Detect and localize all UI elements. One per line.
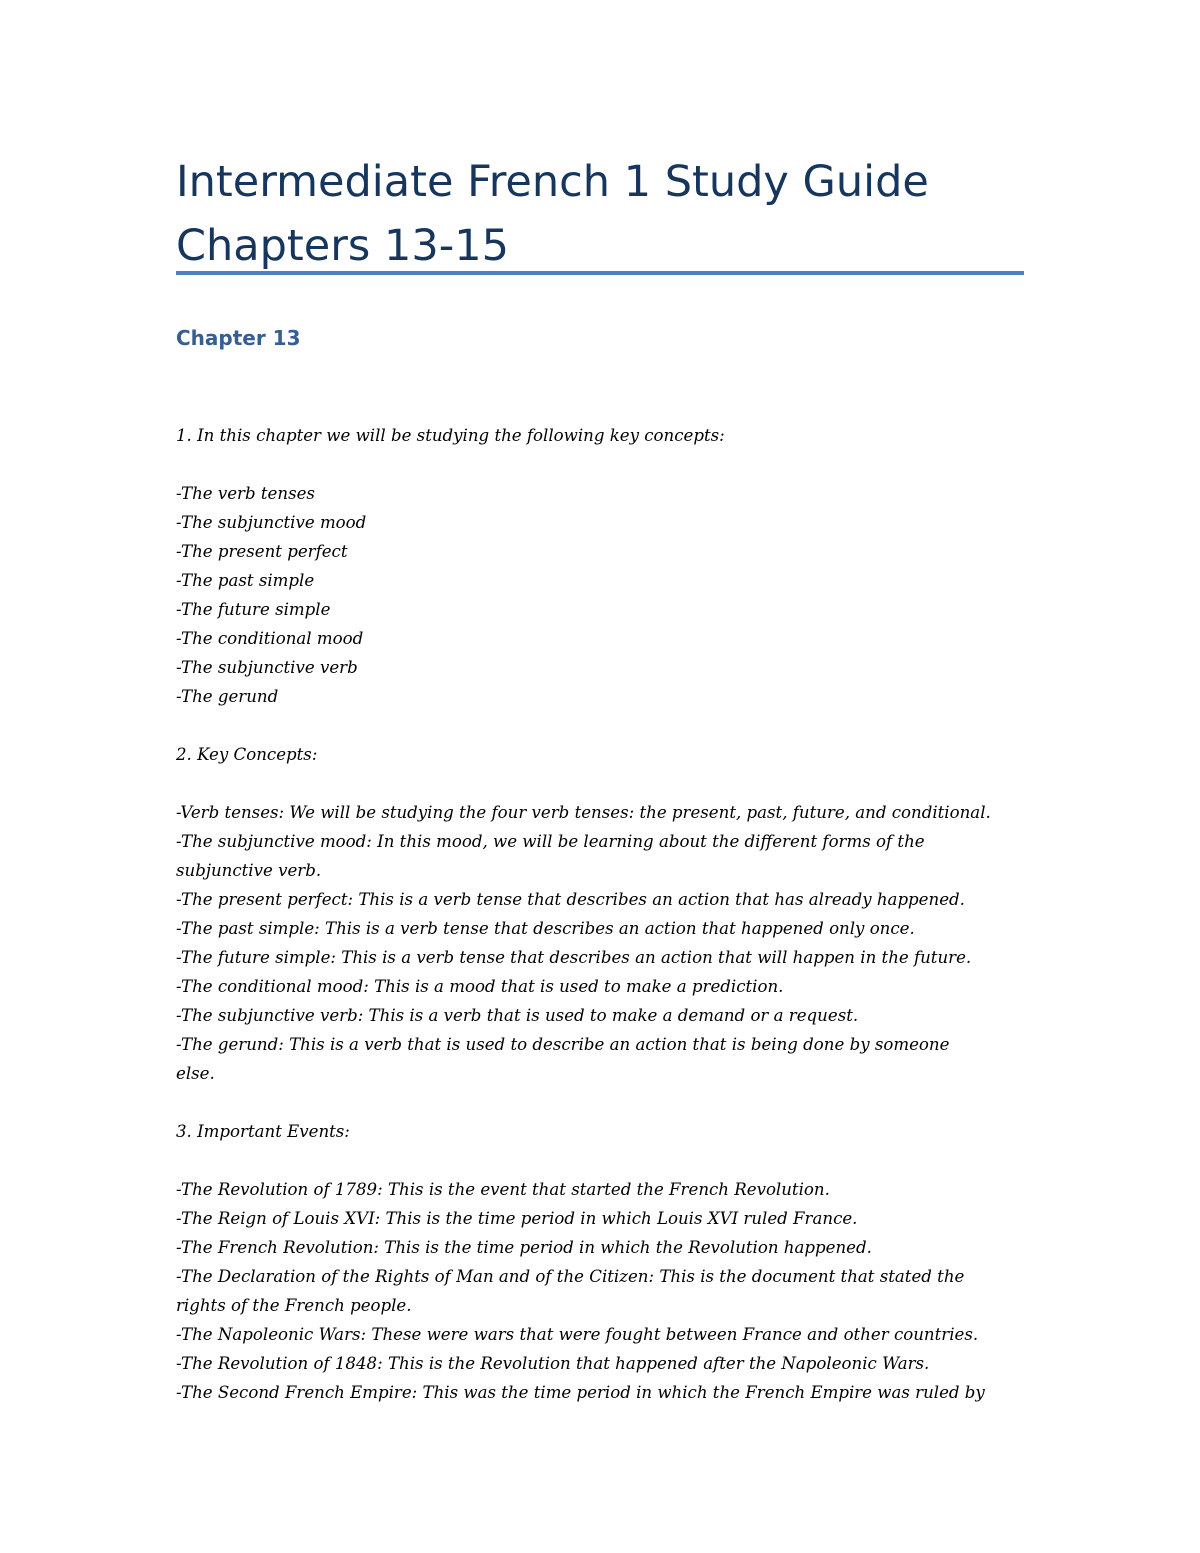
key-concept-line: -The subjunctive verb: This is a verb that is used to make a demand or a request. <box>176 1006 859 1025</box>
key-concept-line: -The conditional mood: This is a mood that is used to make a prediction. <box>176 977 784 996</box>
key-concept-line: -Verb tenses: We will be studying the four verb tenses: the present, past, future, and conditional. <box>176 803 991 822</box>
event-line: -The Revolution of 1848: This is the Revolution that happened after the Napoleonic Wars. <box>176 1354 930 1373</box>
key-concept-line: -The past simple: This is a verb tense that describes an action that happened only once. <box>176 919 915 938</box>
intro-paragraph: 1. In this chapter we will be studying the following key concepts: <box>176 426 725 445</box>
document-body <box>176 421 1036 1407</box>
list-item: -The subjunctive mood <box>176 513 367 532</box>
event-line: -The Second French Empire: This was the time period in which the French Empire was ruled by <box>176 1383 985 1402</box>
event-line: -The Declaration of the Rights of Man and of the Citizen: This is the document that stated the <box>176 1267 965 1286</box>
list-item: -The future simple <box>176 600 331 619</box>
title-line-1: Intermediate French 1 Study Guide <box>176 157 929 207</box>
list-item: -The gerund <box>176 687 279 706</box>
spacer <box>176 1088 1036 1117</box>
important-events-heading: 3. Important Events: <box>176 1122 350 1141</box>
key-concept-line: -The present perfect: This is a verb tense that describes an action that has already happened. <box>176 890 965 909</box>
spacer <box>176 769 1036 798</box>
key-concept-line: -The gerund: This is a verb that is used to describe an action that is being done by someone <box>176 1035 950 1054</box>
list-item: -The conditional mood <box>176 629 364 648</box>
title-underline-rule <box>176 271 1024 275</box>
concept-list <box>176 479 1036 711</box>
document-title <box>176 150 1026 278</box>
event-line: -The Reign of Louis XVI: This is the time period in which Louis XVI ruled France. <box>176 1209 858 1228</box>
key-concepts-heading: 2. Key Concepts: <box>176 745 318 764</box>
key-concept-line: -The future simple: This is a verb tense that describes an action that will happen in the future. <box>176 948 972 967</box>
event-line: -The Napoleonic Wars: These were wars that were fought between France and other countries. <box>176 1325 979 1344</box>
key-concepts-list <box>176 798 1036 1088</box>
key-concept-line: subjunctive verb. <box>176 861 322 880</box>
event-line: -The Revolution of 1789: This is the event that started the French Revolution. <box>176 1180 830 1199</box>
list-item: -The past simple <box>176 571 315 590</box>
spacer <box>176 450 1036 479</box>
list-item: -The subjunctive verb <box>176 658 358 677</box>
spacer <box>176 711 1036 740</box>
title-line-2: Chapters 13-15 <box>176 221 509 271</box>
event-line: rights of the French people. <box>176 1296 412 1315</box>
spacer <box>176 1146 1036 1175</box>
list-item: -The present perfect <box>176 542 348 561</box>
events-list <box>176 1175 1036 1407</box>
chapter-heading: Chapter 13 <box>176 326 301 350</box>
key-concept-line: -The subjunctive mood: In this mood, we will be learning about the different forms of the <box>176 832 925 851</box>
key-concept-line: else. <box>176 1064 215 1083</box>
list-item: -The verb tenses <box>176 484 315 503</box>
event-line: -The French Revolution: This is the time period in which the Revolution happened. <box>176 1238 872 1257</box>
